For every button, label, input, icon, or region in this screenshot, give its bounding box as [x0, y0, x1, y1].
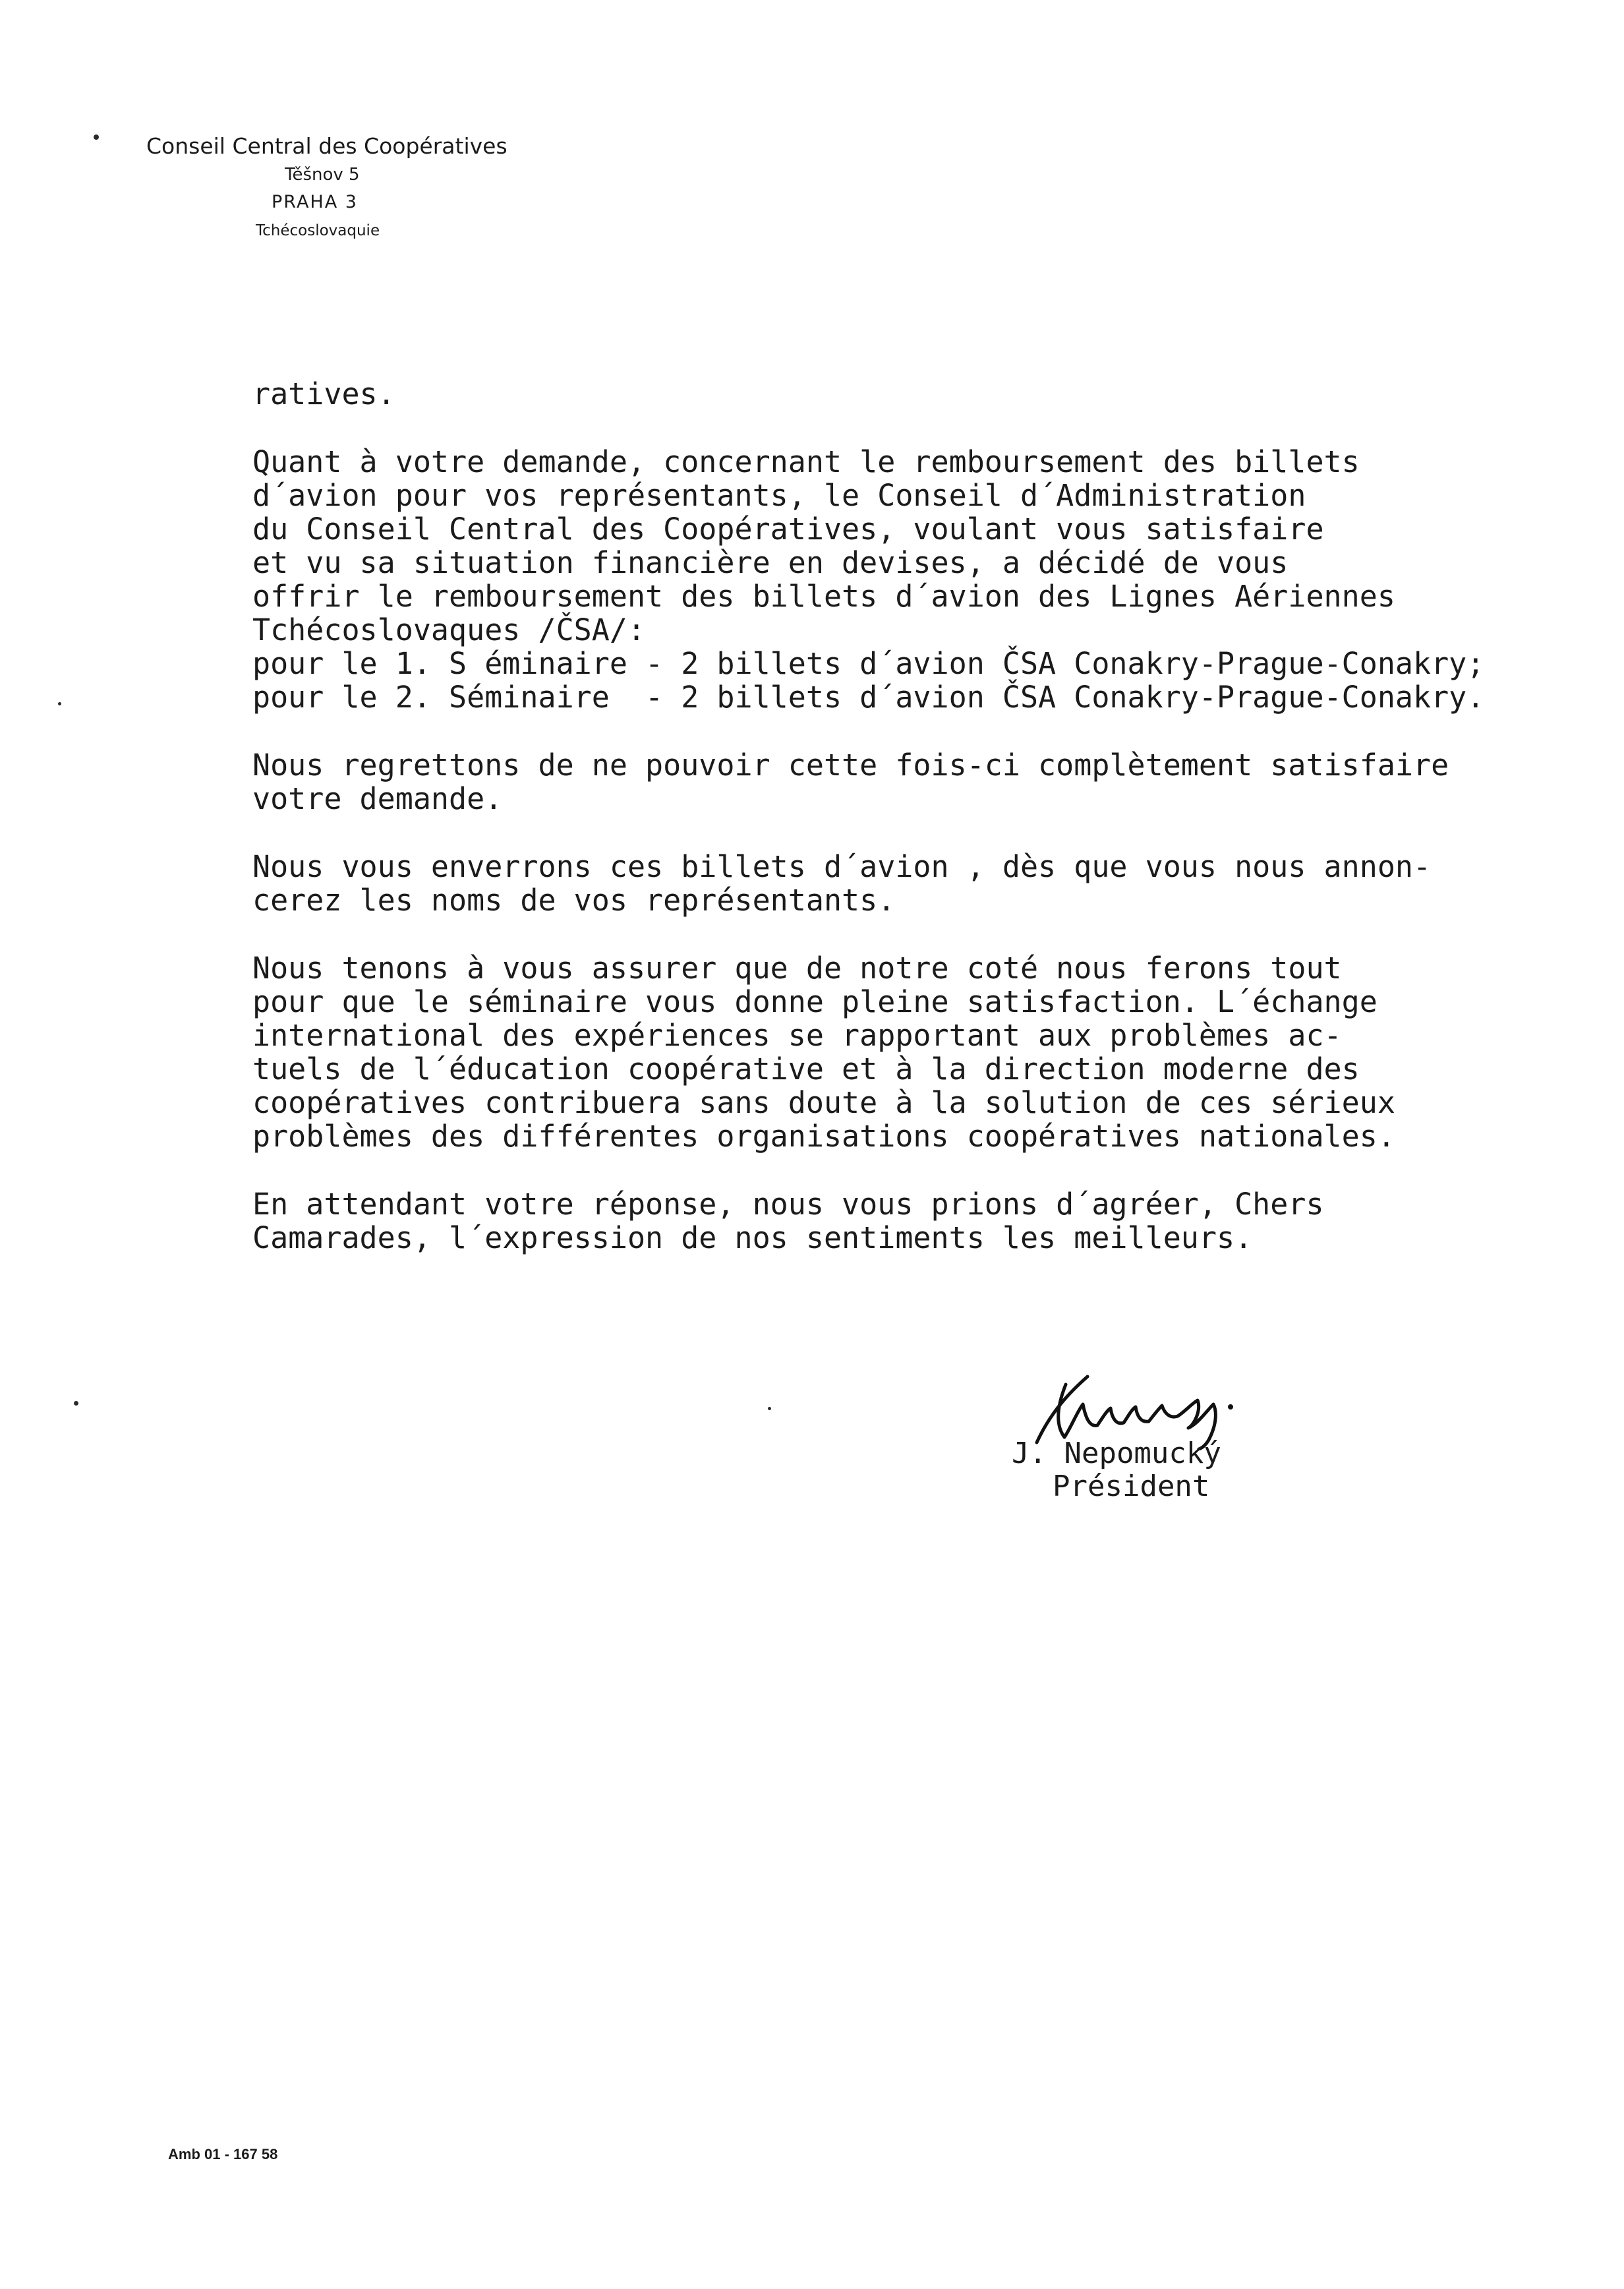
body-line: En attendant votre réponse, nous vous prions d´agréer, Chers: [252, 1187, 1324, 1222]
body-line: problèmes des différentes organisations coopératives nationales.: [252, 1119, 1395, 1154]
body-paragraph: [252, 748, 1590, 816]
body-paragraph: [252, 1187, 1590, 1255]
body-line: international des expériences se rapportant aux problèmes ac-: [252, 1018, 1342, 1053]
footer-print-code: Amb 01 - 167 58: [168, 2146, 278, 2162]
scan-speck: [58, 702, 61, 705]
body-line: offrir le remboursement des billets d´avion des Lignes Aériennes: [252, 579, 1395, 614]
scan-speck: [768, 1407, 771, 1410]
body-line: pour le 1. S éminaire - 2 billets d´avion ČSA Conakry-Prague-Conakry;: [252, 646, 1485, 681]
body-line: pour le 2. Séminaire - 2 billets d´avion ČSA Conakry-Prague-Conakry.: [252, 680, 1485, 715]
scan-speck: [94, 134, 99, 140]
body-paragraph: [252, 951, 1590, 1153]
letterhead-street: Těšnov 5: [285, 165, 360, 185]
body-line: Tchécoslovaques /ČSA/:: [252, 612, 646, 647]
letterhead-organization: Conseil Central des Coopératives: [146, 133, 508, 159]
body-paragraph: [252, 445, 1590, 714]
letterhead-city: PRAHA 3: [272, 192, 358, 212]
signature-block: [1012, 1365, 1354, 1510]
body-line: et vu sa situation financière en devises, a décidé de vous: [252, 545, 1289, 580]
letterhead: [146, 132, 674, 245]
body-paragraph: [252, 850, 1590, 917]
letter-body: [252, 377, 1590, 1255]
body-line: d´avion pour vos représentants, le Conseil d´Administration: [252, 478, 1306, 513]
body-line: coopératives contribuera sans doute à la solution de ces sérieux: [252, 1085, 1395, 1120]
letterhead-country: Tchécoslovaquie: [256, 222, 380, 239]
signature-name: J. Nepomucký: [1012, 1437, 1221, 1470]
scan-speck: [74, 1401, 78, 1406]
body-line: Nous vous enverrons ces billets d´avion , dès que vous nous annon-: [252, 849, 1432, 884]
body-line: du Conseil Central des Coopératives, voulant vous satisfaire: [252, 512, 1324, 547]
body-line: Quant à votre demande, concernant le remboursement des billets: [252, 444, 1360, 479]
body-line: cerez les noms de vos représentants.: [252, 883, 896, 918]
body-line: votre demande.: [252, 781, 503, 816]
body-line: pour que le séminaire vous donne pleine satisfaction. L´échange: [252, 984, 1378, 1019]
body-line: Nous regrettons de ne pouvoir cette fois-ci complètement satisfaire: [252, 748, 1449, 783]
body-line: ratives.: [252, 376, 395, 411]
signature-title: Président: [1053, 1470, 1210, 1503]
body-paragraph: [252, 377, 1590, 411]
body-line: Camarades, l´expression de nos sentiments les meilleurs.: [252, 1220, 1253, 1255]
body-line: Nous tenons à vous assurer que de notre coté nous ferons tout: [252, 951, 1342, 986]
body-line: tuels de l´éducation coopérative et à la direction moderne des: [252, 1052, 1360, 1086]
